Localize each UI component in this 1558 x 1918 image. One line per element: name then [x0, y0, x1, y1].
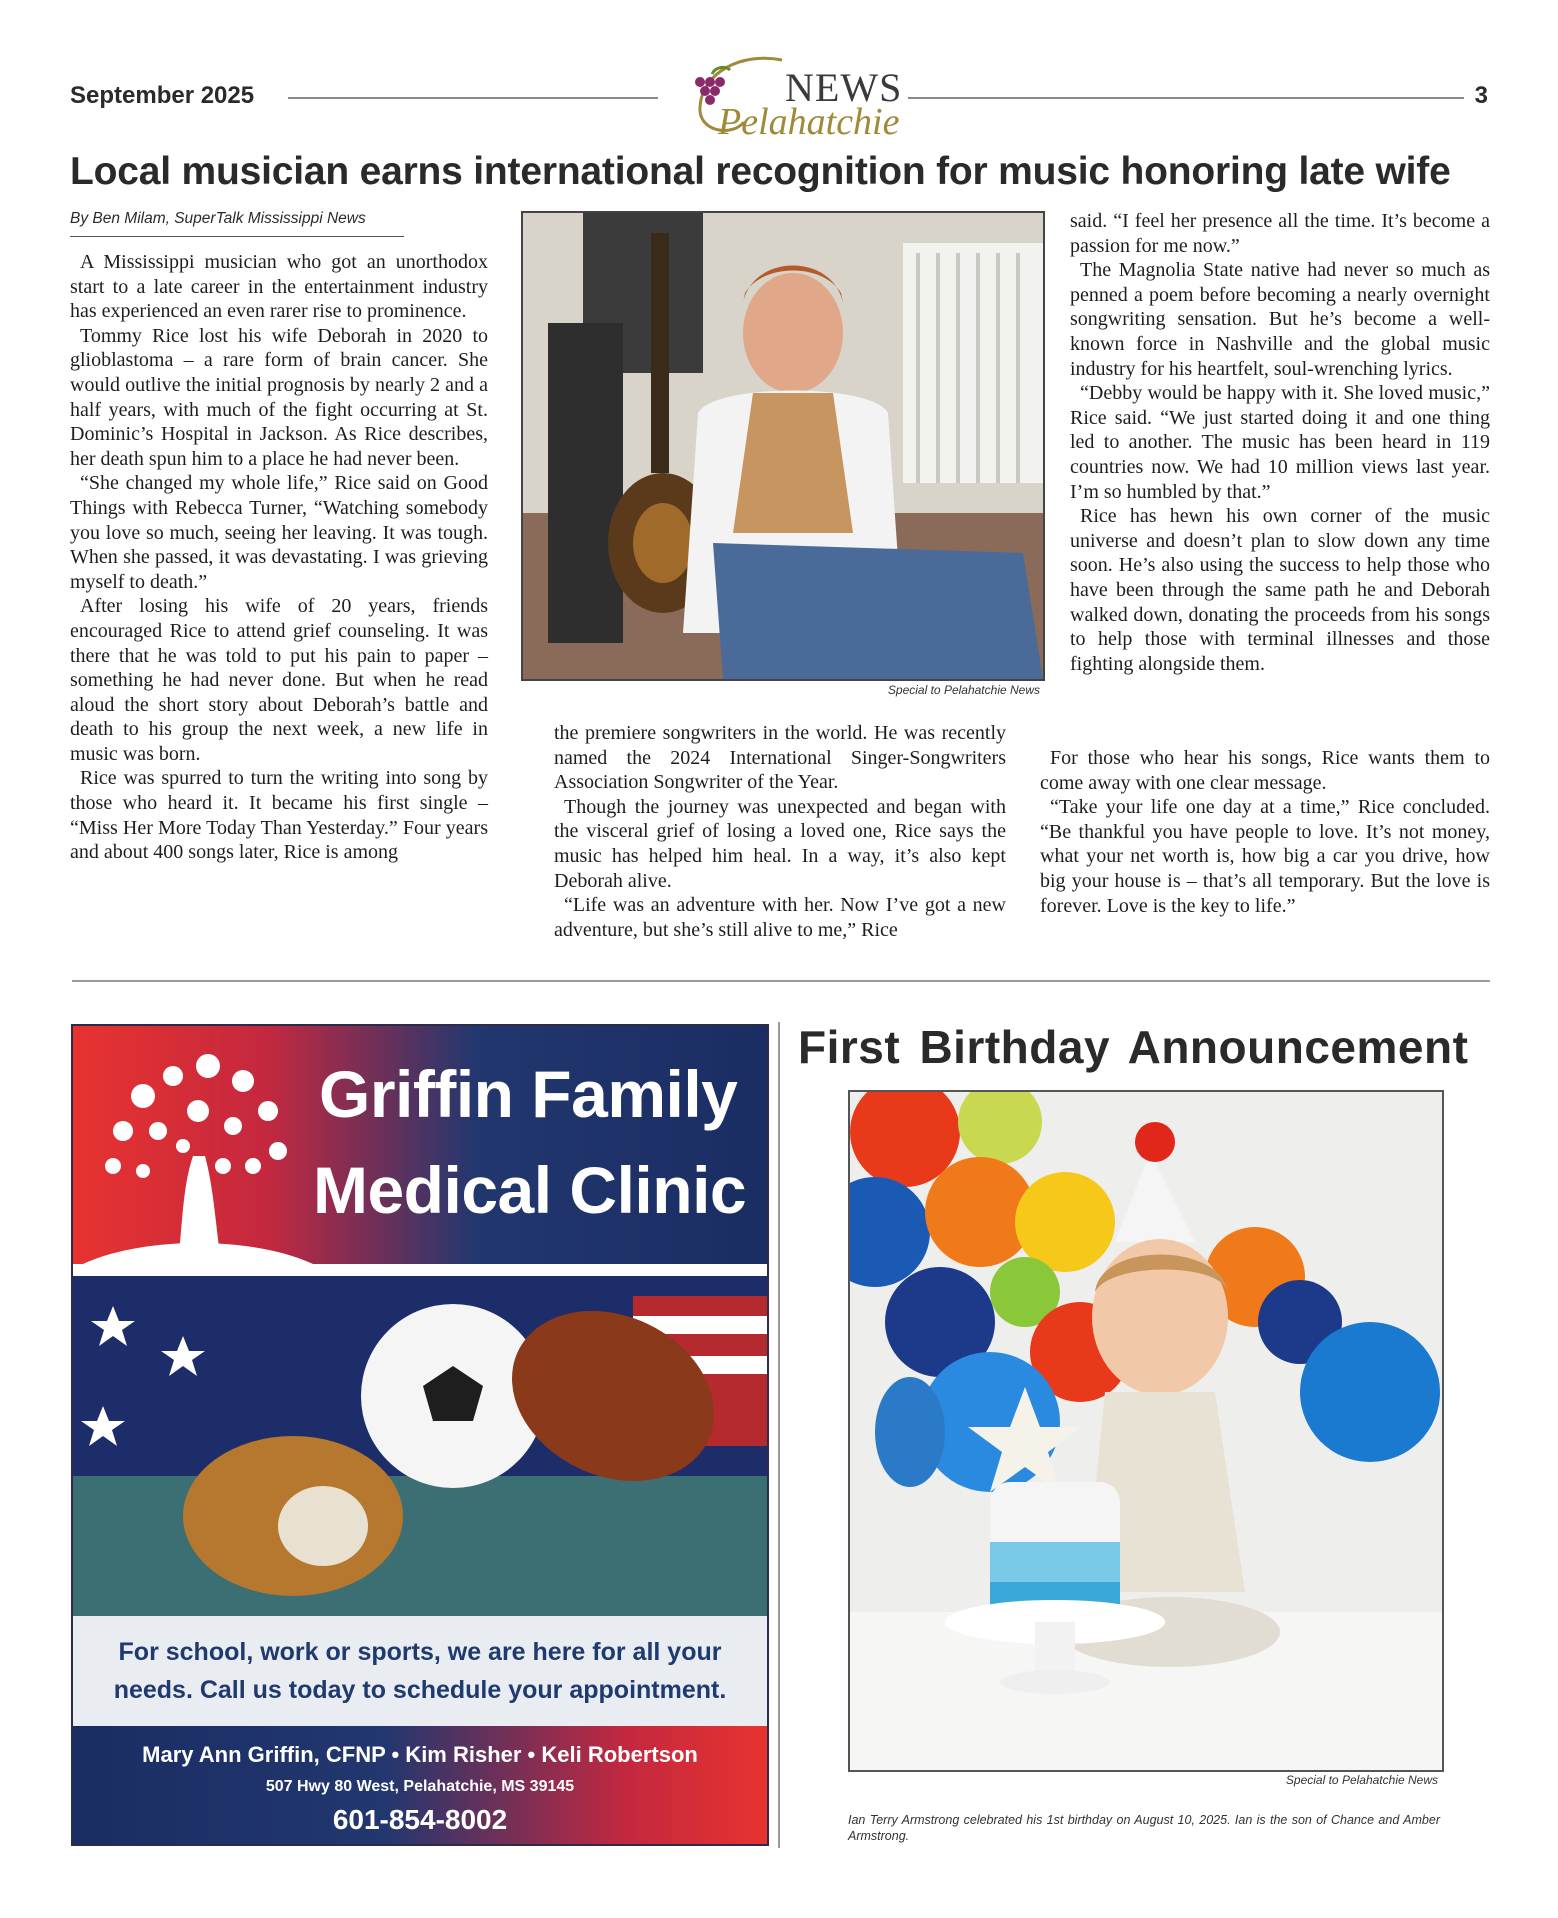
paragraph: “Life was an adventure with her. Now I’ve got a new adventure, but she’s still alive to me,” Rice: [554, 894, 1006, 941]
paragraph: “She changed my whole life,” Rice said on Good Things with Rebecca Turner, “Watching somebody you love so much, seeing her leaving. It was tough. When she passed, it was devastating. I was grieving myself to death.”: [70, 472, 488, 593]
masthead-rule-left: [288, 97, 658, 99]
ad-header: [73, 1026, 767, 1264]
sports-equipment-photo: [73, 1276, 767, 1616]
logo-name-text: Pelahatchie: [718, 101, 900, 143]
article-byline: By Ben Milam, SuperTalk Mississippi News: [70, 210, 366, 227]
column-divider: [778, 1022, 780, 1848]
ad-message-line-2: needs. Call us today to schedule your appointment.: [113, 1676, 727, 1704]
masthead-rule-right: [908, 97, 1464, 99]
section-divider: [72, 980, 1490, 982]
logo-news-text: NEWS: [785, 65, 903, 110]
paragraph: After losing his wife of 20 years, friends encouraged Rice to attend grief counseling. It was there that he was told to put his pain to paper – something he had never done. But when he read aloud the short story about Deborah’s battle and death to his group the next week, a new life in music was born.: [70, 595, 488, 765]
ad-staff-names: Mary Ann Griffin, CFNP • Kim Risher • Keli Robertson: [142, 1742, 698, 1767]
issue-date: September 2025: [70, 82, 255, 109]
article-column-1: [70, 250, 488, 865]
ad-title-line-2: Medical Clinic: [313, 1153, 747, 1227]
article-column-3-continued: [1040, 746, 1490, 918]
byline-rule: [70, 236, 404, 237]
paragraph: said. “I feel her presence all the time. It’s become a passion for me now.”: [1070, 210, 1490, 257]
birthday-title: First Birthday Announcement: [798, 1021, 1469, 1073]
paragraph: Tommy Rice lost his wife Deborah in 2020 to glioblastoma – a rare form of brain cancer. She would outlive the initial prognosis by nearly 2 and a half years, with much of the fight occurring at St. Dominic’s Hospital in Jackson. As Rice describes, her death spun him to a place he had never been.: [70, 324, 488, 470]
clinic-advertisement: [71, 1024, 769, 1846]
paragraph: For those who hear his songs, Rice wants them to come away with one clear message.: [1040, 747, 1490, 794]
birthday-photo: [848, 1090, 1444, 1772]
paragraph: “Take your life one day at a time,” Rice concluded. “Be thankful you have people to love. It’s not money, what your net worth is, how big a car you drive, how big your house is – that’s all temporary. But the love is forever. Love is the key to life.”: [1040, 796, 1490, 917]
musician-photo: [521, 211, 1045, 681]
tree-hearts-icon: [83, 1036, 313, 1264]
article-headline: Local musician earns international recognition for music honoring late wife: [70, 150, 1451, 193]
ad-phone: 601-854-8002: [332, 1804, 508, 1835]
paragraph: “Debby would be happy with it. She loved music,” Rice said. “We just started doing it and one thing led to another. The music has been heard in 119 countries now. We had 10 million views last year. I’m so humbled by that.”: [1070, 382, 1490, 503]
ad-title-line-1: Griffin Family: [319, 1057, 738, 1131]
ad-message-line-1: For school, work or sports, we are here for all your: [118, 1638, 722, 1666]
photo-credit: Special to Pelahatchie News: [1285, 1773, 1438, 1787]
paragraph: The Magnolia State native had never so much as penned a poem before becoming a nearly overnight songwriting sensation. But he’s become a well-known force in Nashville and the global music industry for his heartfelt, soul-wrenching lyrics.: [1070, 259, 1490, 380]
paragraph: A Mississippi musician who got an unorthodox start to a late career in the entertainment industry has experienced an even rarer rise to prominence.: [70, 251, 488, 323]
paragraph: Rice was spurred to turn the writing into song by those who heard it. It became his first single – “Miss Her More Today Than Yesterday.” Four years and about 400 songs later, Rice is among: [70, 767, 488, 864]
article-column-3: [1070, 209, 1490, 676]
paragraph: Rice has hewn his own corner of the music universe and doesn’t plan to slow down any time soon. He’s also using the success to help those who have been through the same path he and Deborah walked down, donating the proceeds from his songs to help those with terminal illnesses and those fighting alongside them.: [1070, 505, 1490, 675]
ad-address: 507 Hwy 80 West, Pelahatchie, MS 39145: [265, 1778, 575, 1795]
page-number: 3: [1474, 82, 1488, 109]
photo-credit: Special to Pelahatchie News: [887, 683, 1040, 697]
paragraph: Though the journey was unexpected and began with the visceral grief of losing a loved one, Rice says the music has helped him heal. In a way, it’s also kept Deborah alive.: [554, 795, 1006, 892]
article-column-2: [554, 721, 1006, 942]
paragraph: the premiere songwriters in the world. He was recently named the 2024 International Singer-Songwriters Association Songwriter of the Year.: [554, 722, 1006, 794]
birthday-caption: Ian Terry Armstrong celebrated his 1st birthday on August 10, 2025. Ian is the son of Chance and Amber Armstrong.: [848, 1813, 1440, 1843]
